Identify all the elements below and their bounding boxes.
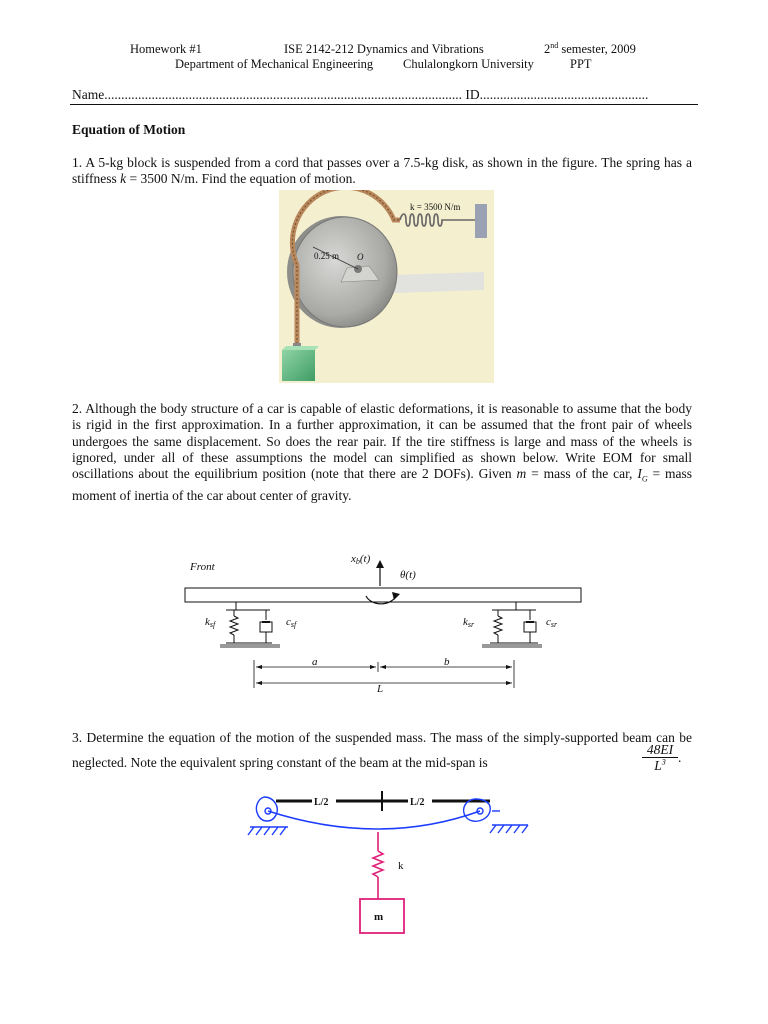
csr-label: csr <box>546 616 558 629</box>
section-title: Equation of Motion <box>72 122 186 137</box>
ksf-label: ksf <box>205 616 216 629</box>
beam <box>268 811 480 829</box>
instructor-initials: PPT <box>570 57 592 71</box>
radius-label: 0.25 m <box>314 251 340 261</box>
course-title: ISE 2142-212 Dynamics and Vibrations <box>284 42 484 56</box>
wall-support <box>475 204 487 238</box>
stiffness-fraction <box>642 742 678 773</box>
block <box>282 350 315 381</box>
name-field: Name.......................................................................................................... <box>72 87 462 102</box>
fraction-period: . <box>678 750 682 765</box>
department: Department of Mechanical Engineering <box>175 57 374 71</box>
dim-L-label: L <box>377 683 384 695</box>
fraction-numerator: 48EI <box>642 742 678 758</box>
name-id-line <box>72 87 698 103</box>
xb-arrowhead <box>376 560 384 568</box>
spring <box>373 832 383 899</box>
right-support <box>464 799 528 833</box>
spring-label: k = 3500 N/m <box>410 202 461 212</box>
half1-label: L/2 <box>314 797 329 808</box>
dimension-arrowheads <box>256 665 512 685</box>
rear-suspension <box>482 602 542 648</box>
dim-b-label: b <box>444 656 450 668</box>
center-label: O <box>357 252 364 262</box>
fraction-denominator: $L^3$ <box>654 757 666 773</box>
question-3-text: 3. Determine the equation of the motion of the suspended mass. The mass of the simply-supported beam can be neglected. Note the equivalent spring constant of the beam at the mid-span is <box>72 730 692 770</box>
block-top <box>282 346 319 350</box>
csf-label: csf <box>286 616 297 629</box>
half2-label: L/2 <box>410 797 425 808</box>
dim-a-label: a <box>312 656 318 668</box>
front-suspension <box>220 602 280 648</box>
car-body <box>185 588 581 602</box>
semester: 2nd semester, 2009 <box>544 40 636 56</box>
question-1-text: 1. A 5-kg block is suspended from a cord that passes over a 7.5-kg disk, as shown in the figure. The spring has a stiffness k = 3500 N/m. Find the equation of motion. <box>72 155 692 187</box>
spring-k-label: k <box>398 860 404 872</box>
header-rule <box>70 104 698 105</box>
question-2-text: 2. Although the body structure of a car is capable of elastic deformations, it is reasonable to assume that the body is rigid in the first approximation. In a further approximation, it can be assumed that the front pair of wheels undergoes the same displacement. So does the rear pair. If the tire stiffness is large and mass of the wheels is ignored, under all of these assumptions the model can simplified as shown below. Write EOM for small oscillations about the equilibrium position (note that there are 2 DOFs). Given m = mass of the car, $I_G$ = mass moment of inertia of the car about center of gravity. <box>72 401 693 504</box>
ksr-label: ksr <box>463 616 475 629</box>
beam-mass-figure <box>240 787 530 937</box>
homework-number: Homework #1 <box>130 42 202 56</box>
xb-label: xb(t) <box>351 553 371 566</box>
pulley-spring-figure <box>279 190 494 383</box>
car-model-figure <box>180 540 590 695</box>
theta-label: θ(t) <box>400 569 416 581</box>
front-label: Front <box>190 561 215 573</box>
id-field: ID.................................................. <box>465 87 649 102</box>
university: Chulalongkorn University <box>403 57 534 71</box>
mass-label: m <box>374 911 384 923</box>
dimension-lines <box>254 660 514 688</box>
